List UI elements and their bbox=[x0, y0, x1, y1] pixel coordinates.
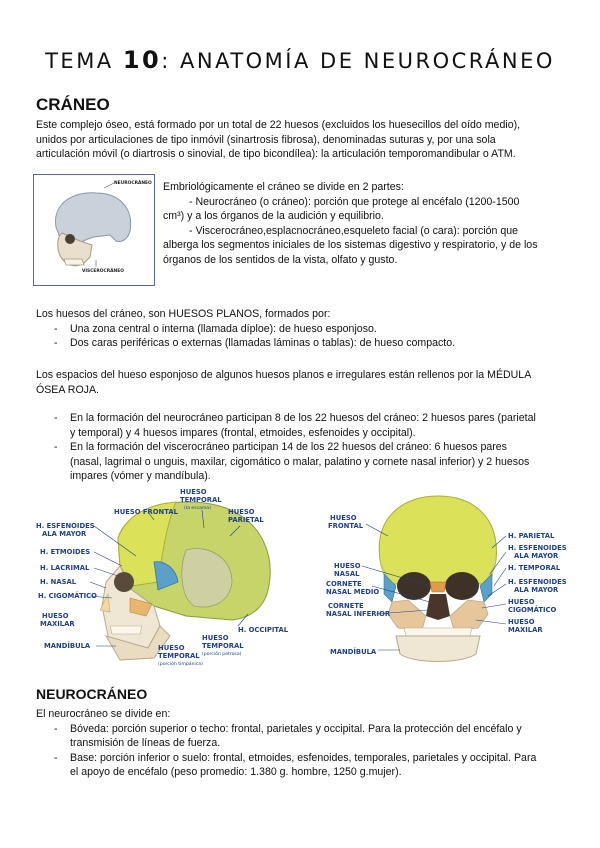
label-mandibula: MANDÍBULA bbox=[44, 642, 91, 650]
label-hueso-frontal: HUESO FRONTAL bbox=[114, 508, 178, 516]
text-line: Los huesos del cráneo, son HUESOS PLANOS, formados por: bbox=[36, 308, 331, 320]
text-line: unidos por articulaciones de tipo inmóvil (sinartrosis fibrosa), denominadas suturas y, por una sola bbox=[36, 133, 496, 146]
text-line: articulación móvil (o diartrosis o sinovial, de tipo bicondílea): la articulación temporomandibular o ATM. bbox=[36, 148, 516, 160]
label-temporal-top-2: TEMPORAL bbox=[180, 496, 222, 504]
formacion-block bbox=[36, 411, 581, 484]
text-line: Embriológicamente el cráneo se divide en 2 partes: bbox=[163, 181, 404, 193]
embryology-text bbox=[163, 180, 583, 267]
label-lacrimal: H. LACRIMAL bbox=[40, 564, 90, 572]
text-line: - En la formación del viscerocráneo participan 14 de los 22 huesos del cráneo: 6 huesos pares bbox=[70, 441, 507, 453]
label-temporal-top-3: (la escama) bbox=[184, 506, 211, 511]
label-esfenoides-2: ALA MAYOR bbox=[42, 530, 87, 538]
text-line: impares (vómer y mandíbula). bbox=[70, 470, 211, 482]
label-cigomatico: H. CIGOMÁTICO bbox=[38, 592, 97, 600]
label-cornete-inf-2: NASAL INFERIOR bbox=[326, 610, 391, 618]
title-number: 10 bbox=[122, 46, 162, 74]
label-mandibula-frontal: MANDÍBULA bbox=[330, 648, 377, 656]
text-line: - Bóveda: porción superior o techo: frontal, parietales y occipital. Para la protección del encéfalo y bbox=[70, 722, 522, 735]
label-cornete-medio-1: CORNETE bbox=[326, 580, 362, 588]
label-cigomatico-2: CIGOMÁTICO bbox=[508, 606, 557, 614]
frontal-skull-figure bbox=[326, 490, 588, 666]
formacion-list bbox=[36, 411, 581, 484]
label-temporal-timp-2: TEMPORAL bbox=[158, 652, 200, 660]
label-esfenoides-1: H. ESFENOIDES bbox=[36, 522, 95, 530]
text-line: (nasal, lagrimal o unguis, maxilar, cigomático o malar, palatino y cornete nasal inferior) y 2 huesos bbox=[70, 455, 530, 468]
label-parietal-1: HUESO bbox=[228, 508, 255, 516]
text-line: - En la formación del neurocráneo participan 8 de los 22 huesos del cráneo: 2 huesos pares (parietal bbox=[70, 412, 536, 424]
list-item: - Una zona central o interna (llamada díploe): de hueso esponjoso. bbox=[36, 322, 576, 337]
craneo-intro bbox=[36, 118, 576, 162]
list-item bbox=[36, 722, 581, 751]
list-item: - Dos caras periféricas o externas (llamadas láminas o tablas): de hueso compacto. bbox=[36, 336, 576, 351]
label-esfenoides-a-2: ALA MAYOR bbox=[514, 552, 559, 560]
label-etmoides: H. ETMOIDES bbox=[40, 548, 91, 556]
label-nasal-1: HUESO bbox=[334, 562, 361, 570]
list-item bbox=[36, 411, 581, 440]
title-suffix: : ANATOMÍA DE NEUROCRÁNEO bbox=[161, 49, 555, 73]
lateral-skull-figure bbox=[36, 486, 296, 666]
label-maxilar-f-1: HUESO bbox=[508, 618, 535, 626]
text-line: transmisión de líneas de fuerza. bbox=[70, 737, 221, 749]
label-temporal-timp-1: HUESO bbox=[158, 644, 185, 652]
label-temporal-pet-1: HUESO bbox=[202, 634, 229, 642]
planos-list bbox=[36, 322, 576, 351]
text-line: Este complejo óseo, está formado por un total de 22 huesos (excluidos los huesecillos del oído medio), bbox=[36, 119, 521, 131]
section-heading-neurocraneo: NEUROCRÁNEO bbox=[36, 686, 148, 702]
label-neurocraneo: NEUROCRÁNEO bbox=[114, 181, 152, 186]
neurocraneo-block bbox=[36, 707, 581, 780]
label-temporal-pet-2: TEMPORAL bbox=[202, 642, 244, 650]
label-esfenoides-b-2: ALA MAYOR bbox=[514, 586, 559, 594]
list-item bbox=[36, 751, 581, 780]
label-parietal-frontal: H. PARIETAL bbox=[508, 532, 555, 540]
text-line: - Viscerocráneo,esplacnocráneo,esqueleto facial (o cara): porción que bbox=[189, 224, 518, 237]
label-frontal-1: HUESO bbox=[330, 514, 357, 522]
text-line: - Base: porción inferior o suelo: frontal, etmoides, esfenoides, temporales, parietales y occipital. Para bbox=[70, 751, 537, 764]
text-line: - Neurocráneo (o cráneo): porción que protege al encéfalo (1200-1500 bbox=[189, 195, 520, 208]
label-esfenoides-a-1: H. ESFENOIDES bbox=[508, 544, 567, 552]
text-line: y temporal) y 4 huesos impares (frontal, etmoides, esfenoides y occipital). bbox=[70, 426, 416, 439]
text-line: ÓSEA ROJA. bbox=[36, 383, 99, 396]
label-nasal: H. NASAL bbox=[40, 578, 77, 586]
skull-thumbnail-figure bbox=[33, 174, 155, 286]
label-cornete-inf-1: CORNETE bbox=[328, 602, 364, 610]
label-cornete-medio-2: NASAL MEDIO bbox=[326, 588, 380, 596]
skull-thumbnail-illustration bbox=[34, 175, 154, 285]
label-parietal-2: PARIETAL bbox=[228, 516, 264, 524]
label-maxilar-1: HUESO bbox=[42, 612, 69, 620]
label-occipital: H. OCCIPITAL bbox=[238, 626, 289, 634]
neurocraneo-list bbox=[36, 722, 581, 780]
text-line: Los espacios del hueso esponjoso de algunos huesos planos e irregulares están rellenos por la MÉDULA bbox=[36, 369, 532, 381]
label-nasal-2: NASAL bbox=[334, 570, 360, 578]
label-cigomatico-1: HUESO bbox=[508, 598, 535, 606]
text-line: El neurocráneo se divide en: bbox=[36, 708, 171, 720]
section-heading-craneo: CRÁNEO bbox=[36, 95, 110, 114]
page-title bbox=[0, 46, 600, 74]
label-temporal-frontal: H. TEMPORAL bbox=[508, 564, 561, 572]
text-line: alberga los segmentos iniciales de los sistemas digestivo y respiratorio, y de los bbox=[163, 239, 538, 251]
label-esfenoides-b-1: H. ESFENOIDES bbox=[508, 578, 567, 586]
list-item bbox=[36, 440, 581, 484]
label-maxilar-2: MAXILAR bbox=[40, 620, 75, 628]
label-temporal-timp-3: (porción timpánica) bbox=[158, 662, 203, 666]
text-line: el apoyo de encéfalo (peso promedio: 1.380 g. hombre, 1250 g.mujer). bbox=[70, 766, 402, 778]
label-temporal-top-1: HUESO bbox=[180, 488, 207, 496]
label-frontal-2: FRONTAL bbox=[328, 522, 364, 530]
text-line: cm³) y a los órganos de la audición y equilibrio. bbox=[163, 210, 384, 222]
label-maxilar-f-2: MAXILAR bbox=[508, 626, 543, 634]
label-temporal-pet-3: (porción petrosa) bbox=[202, 652, 242, 657]
huesos-planos-block bbox=[36, 307, 576, 351]
label-viscerocraneo: VISCEROCRÁNEO bbox=[82, 269, 124, 274]
title-prefix: TEMA bbox=[45, 49, 123, 73]
text-line: órganos de los sentidos de la vista, olfato y gusto. bbox=[163, 253, 398, 266]
medula-paragraph bbox=[36, 368, 576, 397]
